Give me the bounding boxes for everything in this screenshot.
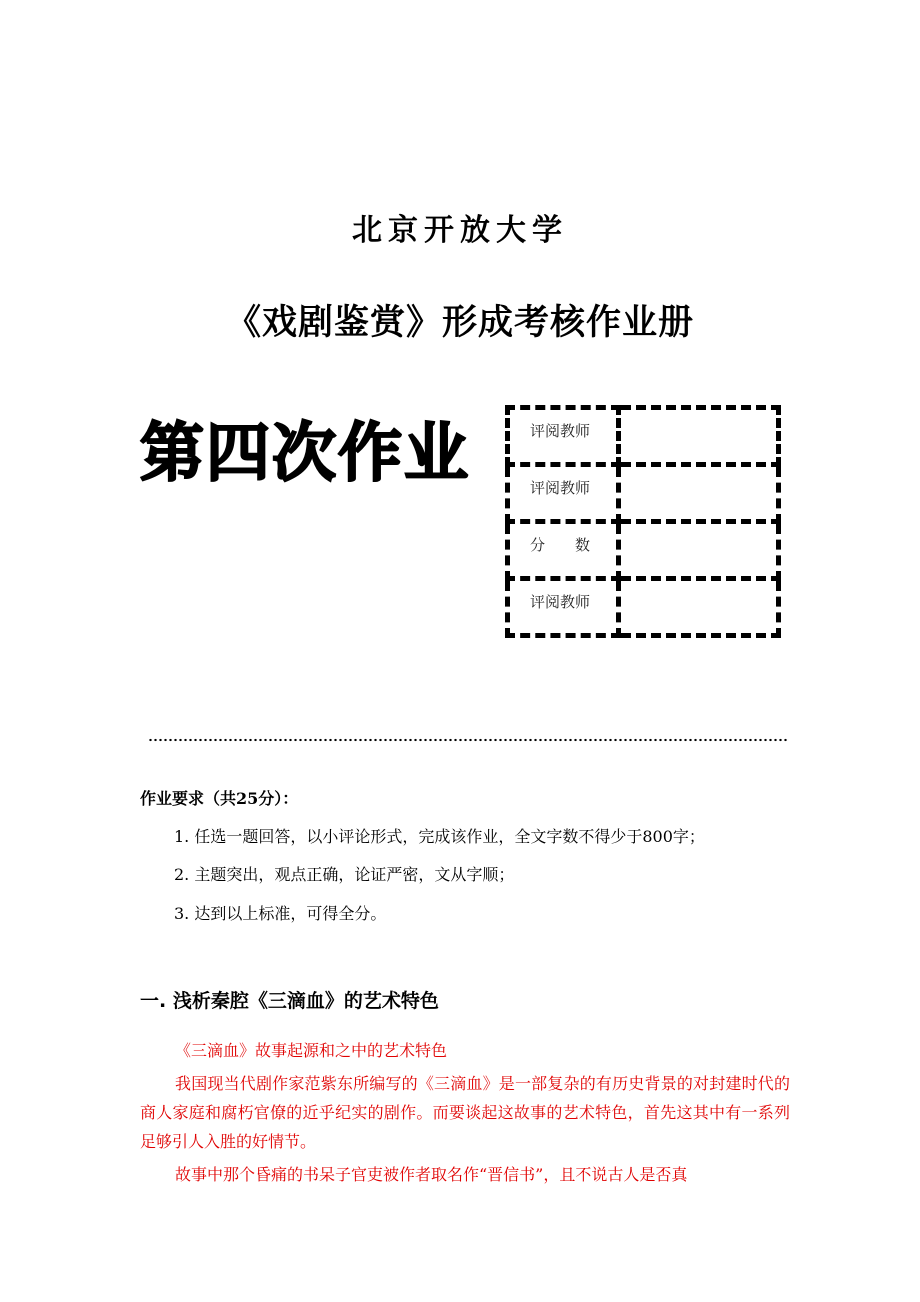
grading-row	[508, 408, 779, 465]
grading-row	[508, 465, 779, 522]
grading-value-cell	[619, 522, 779, 579]
grading-table	[505, 405, 781, 638]
dotted-divider	[148, 738, 788, 742]
grading-row	[508, 579, 779, 636]
grading-value-cell	[619, 408, 779, 465]
grading-row	[508, 522, 779, 579]
assignment-number: 第四次作业	[140, 417, 470, 491]
grading-value-cell	[619, 579, 779, 636]
requirement-item: 1. 任选一题回答，以小评论形式，完成该作业，全文字数不得少于800字；	[174, 827, 705, 846]
university-name: 北京开放大学	[352, 213, 568, 248]
answer-subtitle: 《三滴血》故事起源和之中的艺术特色	[175, 1041, 448, 1060]
grading-label: 评阅教师	[508, 579, 619, 636]
grading-label: 评阅教师	[508, 465, 619, 522]
grading-value-cell	[619, 465, 779, 522]
answer-paragraph: 我国现当代剧作家范紫东所编写的《三滴血》是一部复杂的有历史背景的对封建时代的商人家庭和腐朽官僚的近乎纪实的剧作。而要谈起这故事的艺术特色，首先这其中有一系列足够引人入胜的好情节。	[140, 1074, 790, 1151]
question-title: 一. 浅析秦腔《三滴血》的艺术特色	[140, 990, 439, 1012]
grading-label: 评阅教师	[508, 408, 619, 465]
requirement-item: 2. 主题突出，观点正确，论证严密，文从字顺；	[174, 865, 515, 884]
grading-label: 分 数	[508, 522, 619, 579]
requirement-item: 3. 达到以上标准，可得全分。	[174, 904, 387, 923]
requirements-title: 作业要求（共25分）：	[140, 789, 299, 808]
answer-paragraph: 故事中那个昏痛的书呆子官吏被作者取名作“晋信书”，且不说古人是否真	[175, 1165, 688, 1184]
course-title: 《戏剧鉴赏》形成考核作业册	[225, 303, 694, 343]
